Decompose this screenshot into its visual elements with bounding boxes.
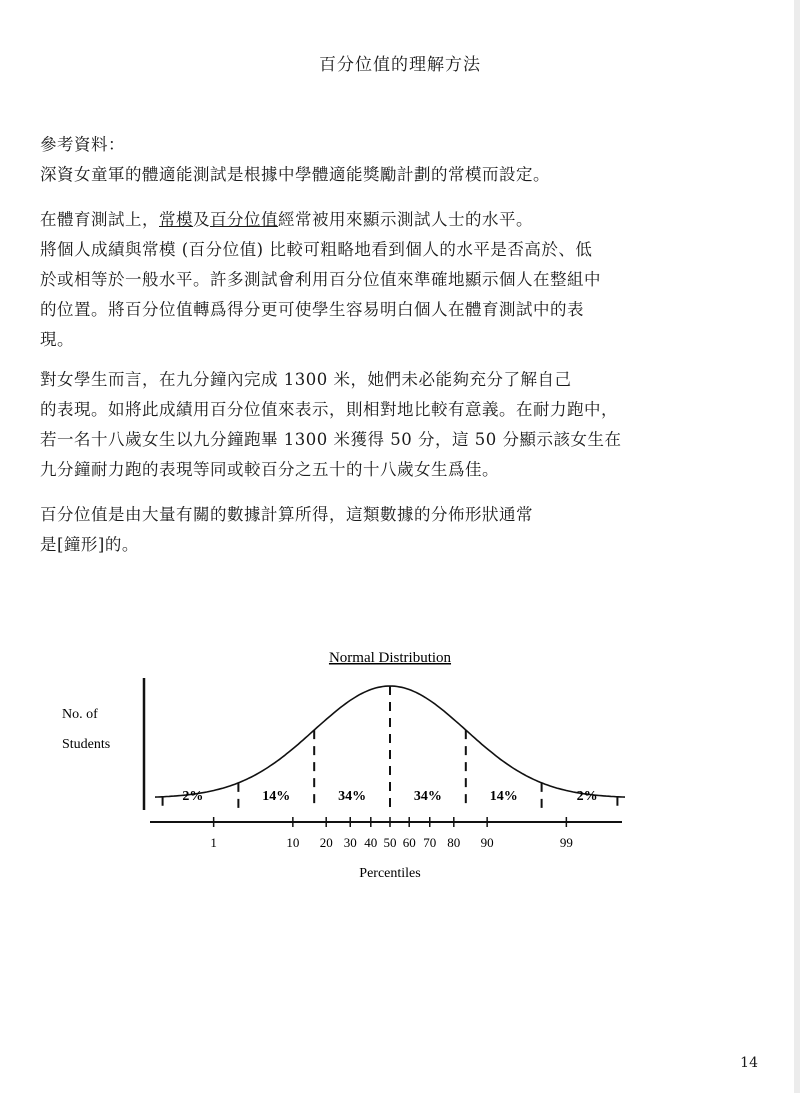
region-label-5: 2% bbox=[576, 789, 598, 804]
scan-edge-shade bbox=[794, 0, 800, 1093]
term-norms: 常模 bbox=[159, 210, 193, 229]
example-line-4: 九分鐘耐力跑的表現等同或較百分之五十的十八歲女生爲佳。 bbox=[40, 460, 499, 479]
chart-title: Normal Distribution bbox=[328, 650, 452, 666]
distribution-paragraph bbox=[40, 500, 660, 560]
region-label-4: 14% bbox=[489, 789, 518, 804]
tick-label-10: 99 bbox=[559, 835, 573, 850]
y-axis-label-line-2: Students bbox=[62, 737, 111, 752]
tick-label-6: 60 bbox=[402, 835, 416, 850]
reference-paragraph bbox=[40, 130, 660, 190]
example-line-3: 若一名十八歲女生以九分鐘跑畢 1300 米獲得 50 分，這 50 分顯示該女生在 bbox=[40, 430, 622, 449]
tick-label-4: 40 bbox=[364, 835, 378, 850]
tick-label-2: 20 bbox=[319, 835, 333, 850]
region-label-3: 34% bbox=[413, 789, 442, 804]
norms-line-3: 於或相等於一般水平。許多測試會利用百分位值來準確地顯示個人在整組中 bbox=[40, 270, 601, 289]
term-percentile: 百分位值 bbox=[210, 210, 278, 229]
y-axis-label-line-1: No. of bbox=[62, 707, 98, 722]
norms-line-5: 現。 bbox=[40, 330, 74, 349]
region-label-2: 34% bbox=[338, 789, 367, 804]
tick-label-3: 30 bbox=[343, 835, 357, 850]
tick-label-9: 90 bbox=[480, 835, 494, 850]
distribution-line-2: 是[鐘形]的。 bbox=[40, 535, 139, 554]
norms-line-2: 將個人成績與常模 (百分位值) 比較可粗略地看到個人的水平是否高於、低 bbox=[40, 240, 593, 259]
tick-label-1: 10 bbox=[286, 835, 300, 850]
x-axis-label: Percentiles bbox=[359, 866, 421, 881]
norms-line-1-mid: 及 bbox=[193, 210, 210, 229]
tick-label-8: 80 bbox=[447, 835, 461, 850]
reference-label: 參考資料： bbox=[40, 135, 125, 154]
tick-label-0: 1 bbox=[210, 835, 217, 850]
example-line-1: 對女學生而言，在九分鐘內完成 1300 米，她們未必能夠充分了解自己 bbox=[40, 370, 572, 389]
region-label-0: 2% bbox=[182, 789, 204, 804]
normal-distribution-chart bbox=[0, 600, 800, 900]
example-line-2: 的表現。如將此成績用百分位值來表示，則相對地比較有意義。在耐力跑中， bbox=[40, 400, 618, 419]
norms-line-4: 的位置。將百分位值轉爲得分更可使學生容易明白個人在體育測試中的表 bbox=[40, 300, 584, 319]
norms-line-1-pre: 在體育測試上， bbox=[40, 210, 159, 229]
norms-line-1-post: 經常被用來顯示測試人士的水平。 bbox=[278, 210, 533, 229]
example-paragraph bbox=[40, 365, 660, 485]
page-title: 百分位值的理解方法 bbox=[319, 55, 481, 75]
norms-paragraph bbox=[40, 205, 660, 355]
tick-label-5: 50 bbox=[383, 835, 397, 850]
region-label-1: 14% bbox=[262, 789, 291, 804]
reference-text: 深資女童軍的體適能測試是根據中學體適能獎勵計劃的常模而設定。 bbox=[40, 165, 550, 184]
norms-line-1 bbox=[40, 205, 660, 235]
page-number: 14 bbox=[740, 1055, 758, 1071]
distribution-line-1: 百分位值是由大量有關的數據計算所得，這類數據的分佈形狀通常 bbox=[40, 505, 533, 524]
tick-label-7: 70 bbox=[423, 835, 437, 850]
sd-lines-group bbox=[163, 686, 618, 808]
